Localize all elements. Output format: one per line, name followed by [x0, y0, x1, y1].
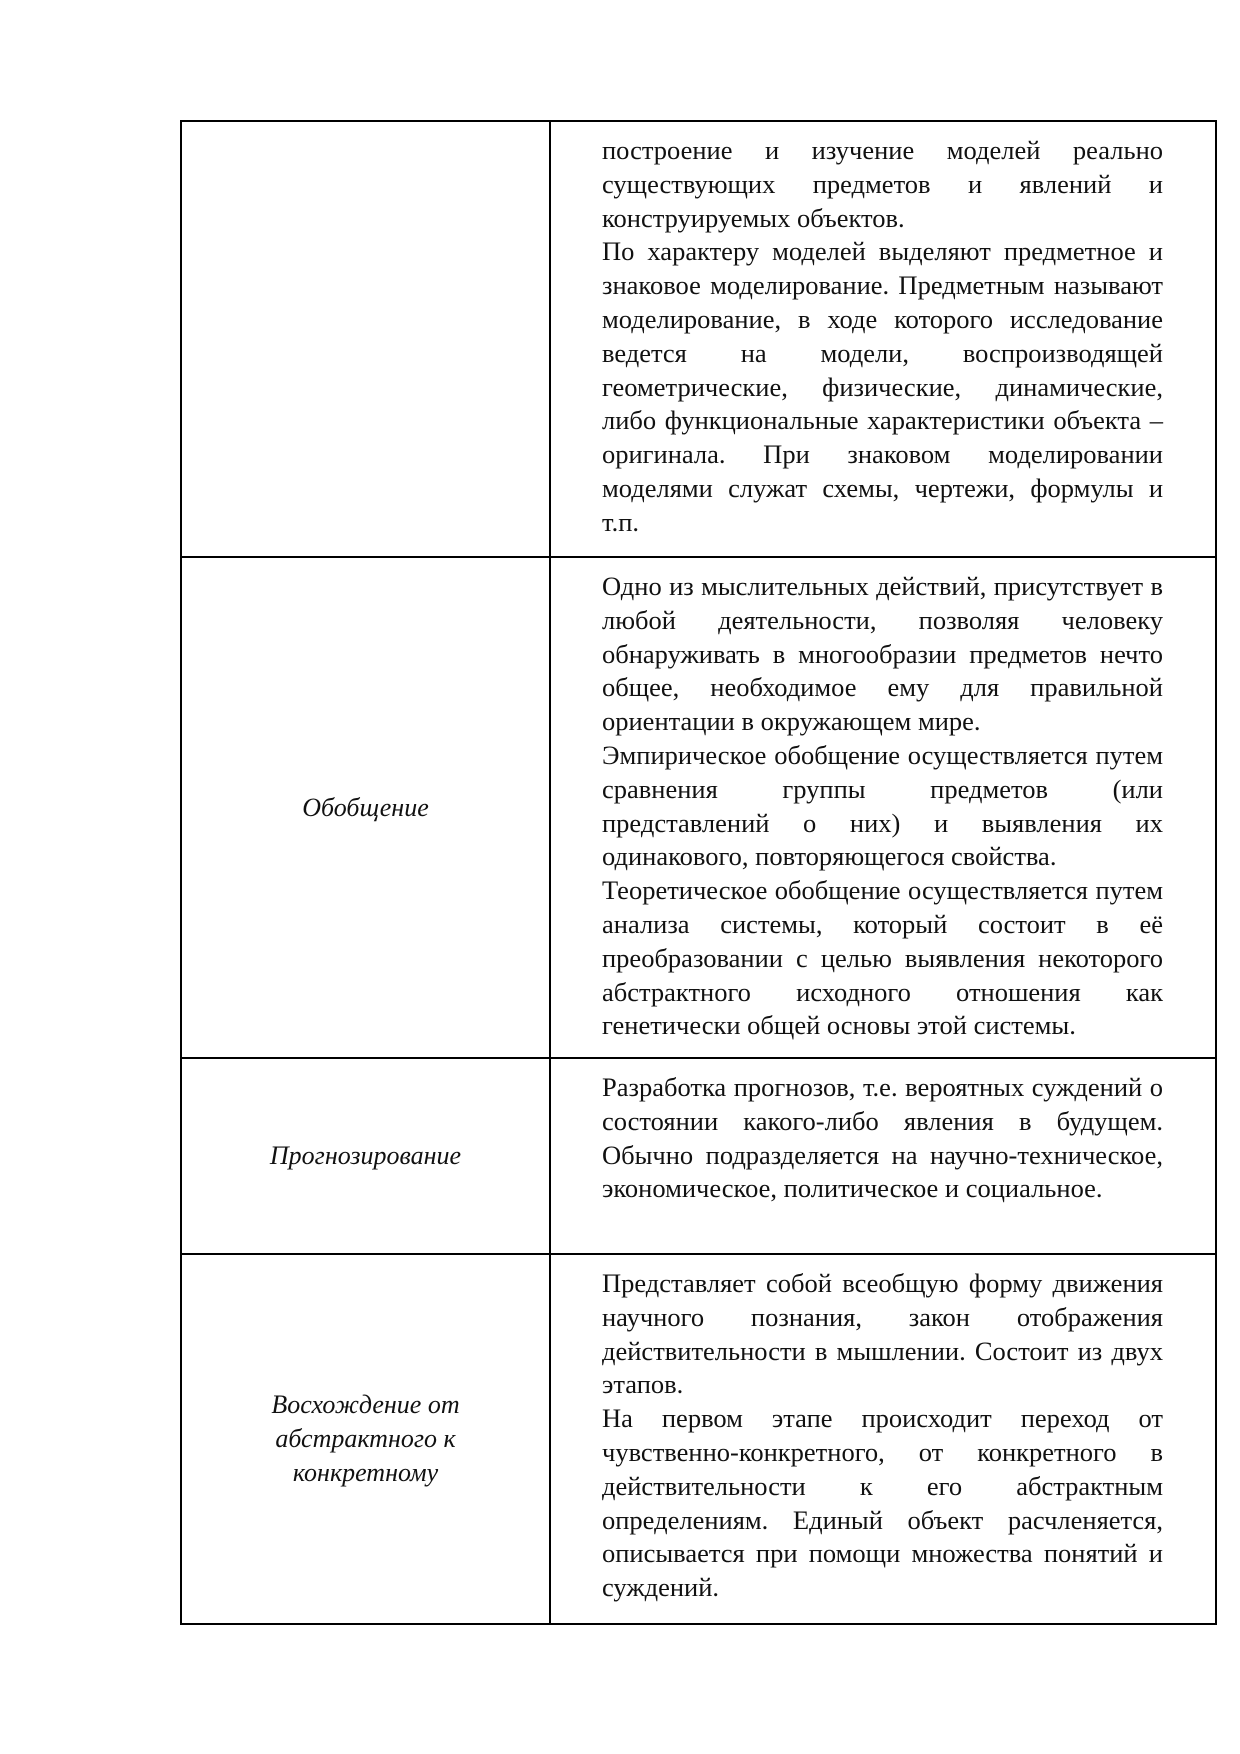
definition-paragraph: На первом этапе происходит переход от чувственно-конкретного, от конкретного в действительности к его абстрактным определениям. Единый объект расчленяется, описывается при помощи множества понятий и суждений. — [602, 1403, 1163, 1603]
definition-paragraph: Теоретическое обобщение осуществляется путем анализа системы, который состоит в её преобразовании с целью выявления некоторого абстрактного исходного отношения как генетически общей основы этой системы. — [602, 875, 1163, 1041]
table-row — [181, 1254, 1216, 1624]
term-cell: Восхождение от абстрактного к конкретному — [181, 1254, 550, 1624]
table-row — [181, 557, 1216, 1058]
methods-table — [180, 120, 1217, 1625]
term-cell — [181, 121, 550, 557]
definition-cell — [550, 1254, 1216, 1624]
table-row — [181, 1058, 1216, 1254]
table-row — [181, 121, 1216, 557]
definition-paragraph: построение и изучение моделей реально существующих предметов и явлений и конструируемых объектов. — [602, 135, 1163, 233]
definition-paragraph: Представляет собой всеобщую форму движения научного познания, закон отображения действительности в мышлении. Состоит из двух этапов. — [602, 1268, 1163, 1400]
definition-cell — [550, 1058, 1216, 1254]
definition-paragraph: По характеру моделей выделяют предметное и знаковое моделирование. Предметным называют моделирование, в ходе которого исследование ведется на модели, воспроизводящей геометрические, физические, динамические, либо функциональные характеристики объекта – оригинала. При знаковом моделировании моделями служат схемы, чертежи, формулы и т.п. — [602, 236, 1163, 537]
definition-paragraph: Одно из мыслительных действий, присутствует в любой деятельности, позволяя человеку обнаруживать в многообразии предметов нечто общее, необходимое ему для правильной ориентации в окружающем мире. — [602, 571, 1163, 737]
definition-cell — [550, 121, 1216, 557]
definition-cell — [550, 557, 1216, 1058]
term-cell: Прогнозирование — [181, 1058, 550, 1254]
term-cell: Обобщение — [181, 557, 550, 1058]
definition-paragraph: Эмпирическое обобщение осуществляется путем сравнения группы предметов (или представлений о них) и выявления их одинакового, повторяющегося свойства. — [602, 739, 1163, 872]
definition-paragraph: Разработка прогнозов, т.е. вероятных суждений о состоянии какого-либо явления в будущем. Обычно подразделяется на научно-техническое, экономическое, политическое и социальное. — [602, 1072, 1163, 1204]
